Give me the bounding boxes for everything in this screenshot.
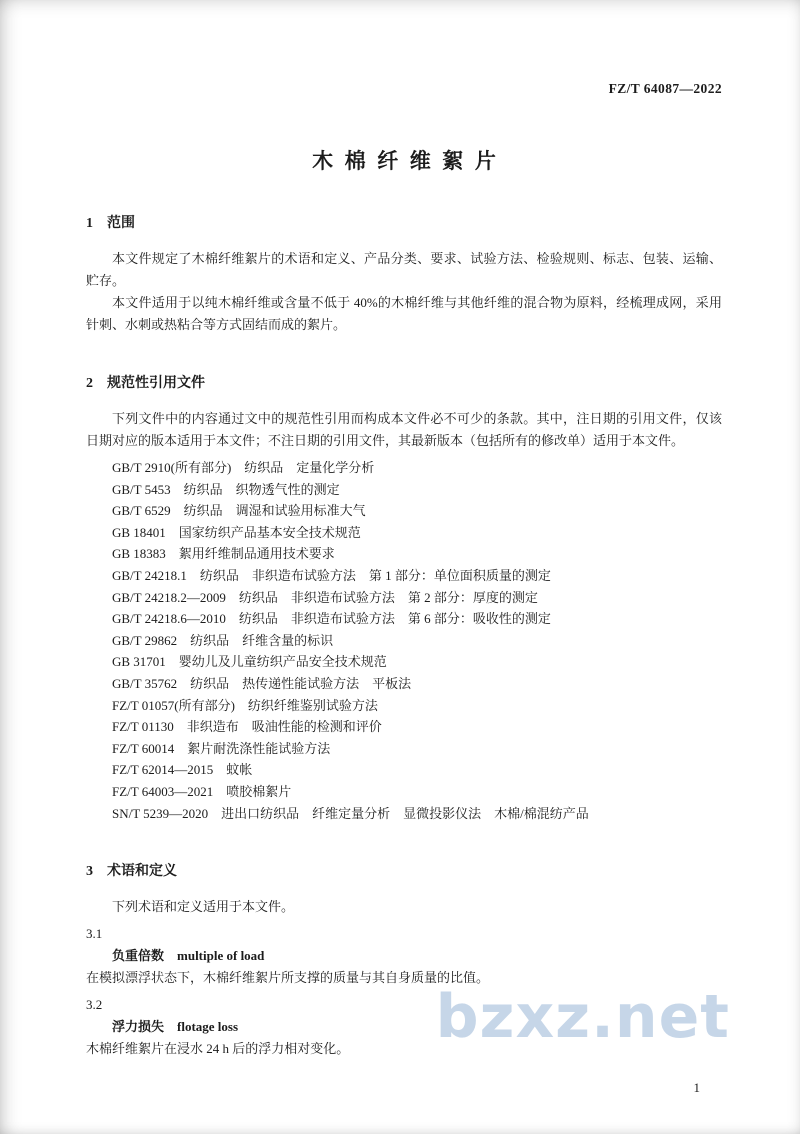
section-3-heading: [86, 860, 722, 883]
reference-item: FZ/T 62014—2015 蚊帐: [112, 762, 253, 778]
term-3-1: [86, 923, 722, 989]
scope-paragraph: 本文件适用于以纯木棉纤维或含量不低于 40%的木棉纤维与其他纤维的混合物为原料，经梳理成网，采用针刺、水刺或热粘合等方式固结而成的絮片。: [86, 295, 722, 332]
terms-intro: 下列术语和定义适用于本文件。: [112, 899, 295, 915]
section-2-number: 2: [86, 376, 93, 391]
clause-number: 3.2: [86, 997, 103, 1013]
term-definition: 在模拟漂浮状态下，木棉纤维絮片所支撑的质量与其自身质量的比值。: [86, 970, 490, 986]
scope-paragraph: 本文件规定了木棉纤维絮片的术语和定义、产品分类、要求、试验方法、检验规则、标志、包装、运输、贮存。: [86, 251, 722, 288]
term-line: [86, 945, 722, 967]
standard-number: FZ/T 64087—2022: [608, 81, 722, 96]
reference-item: GB 18401 国家纺织产品基本安全技术规范: [112, 524, 361, 540]
reference-item: SN/T 5239—2020 进出口纺织品 纤维定量分析 显微投影仪法 木棉/棉混纺产品: [112, 805, 589, 821]
reference-item: GB 18383 絮用纤维制品通用技术要求: [112, 546, 335, 562]
page-number: 1: [693, 1080, 700, 1095]
section-1-heading: [86, 212, 722, 235]
reference-item: GB/T 5453 纺织品 织物透气性的测定: [112, 481, 340, 497]
site-watermark: bzxz.net: [435, 982, 730, 1052]
term-en: flotage loss: [177, 1019, 239, 1035]
reference-item: FZ/T 60014 絮片耐洗涤性能试验方法: [112, 740, 331, 756]
references-intro: 下列文件中的内容通过文中的规范性引用而构成本文件必不可少的条款。其中，注日期的引用文件，仅该日期对应的版本适用于本文件；不注日期的引用文件，其最新版本（包括所有的修改单）适用于本文件。: [86, 411, 722, 448]
term-zh: 负重倍数: [112, 948, 165, 964]
section-2-title: 规范性引用文件: [107, 376, 205, 391]
reference-item: FZ/T 64003—2021 喷胶棉絮片: [112, 783, 292, 799]
reference-item: FZ/T 01057(所有部分) 纺织纤维鉴别试验方法: [112, 697, 378, 713]
reference-item: GB/T 24218.6—2010 纺织品 非织造布试验方法 第 6 部分：吸收性的测定: [112, 611, 551, 627]
references-list: [86, 457, 722, 824]
reference-item: GB/T 35762 纺织品 热传递性能试验方法 平板法: [112, 675, 412, 691]
section-2-heading: [86, 372, 722, 395]
section-1-title: 范围: [107, 216, 135, 231]
section-1-number: 1: [86, 216, 93, 231]
reference-item: GB/T 29862 纺织品 纤维含量的标识: [112, 632, 334, 648]
reference-item: GB 31701 婴幼儿及儿童纺织产品安全技术规范: [112, 654, 387, 670]
term-line: [86, 1016, 722, 1038]
document-title: 木棉纤维絮片: [312, 149, 508, 173]
reference-item: GB/T 6529 纺织品 调湿和试验用标准大气: [112, 503, 366, 519]
section-3-title: 术语和定义: [107, 864, 177, 880]
clause-number: 3.1: [86, 926, 103, 942]
term-definition: 木棉纤维絮片在浸水 24 h 后的浮力相对变化。: [86, 1041, 350, 1057]
term-en: multiple of load: [177, 948, 265, 964]
section-3-number: 3: [86, 864, 93, 880]
reference-item: FZ/T 01130 非织造布 吸油性能的检测和评价: [112, 719, 382, 735]
term-zh: 浮力损失: [112, 1019, 165, 1035]
reference-item: GB/T 2910(所有部分) 纺织品 定量化学分析: [112, 460, 375, 475]
term-3-2: [86, 994, 722, 1060]
reference-item: GB/T 24218.2—2009 纺织品 非织造布试验方法 第 2 部分：厚度的测定: [112, 589, 538, 605]
reference-item: GB/T 24218.1 纺织品 非织造布试验方法 第 1 部分：单位面积质量的测定: [112, 567, 551, 583]
